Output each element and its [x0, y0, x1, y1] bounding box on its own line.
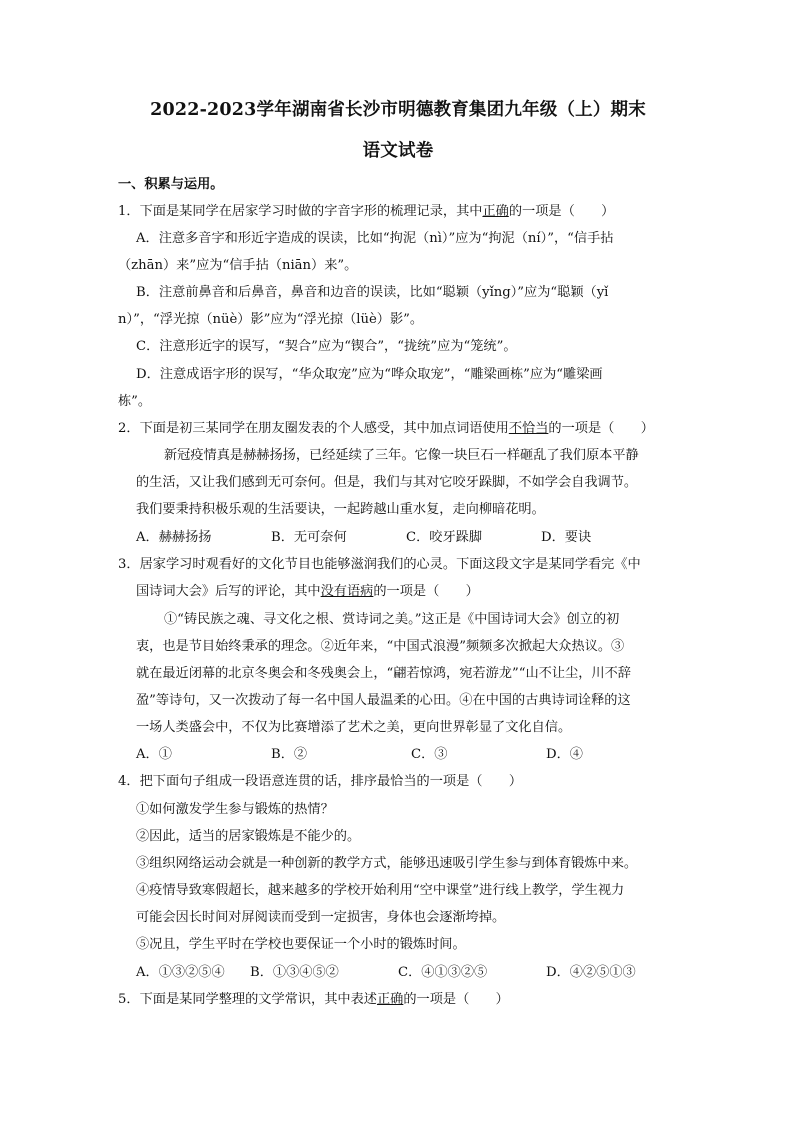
- q4-sentence-2: ②因此，适当的居家锻炼是不能少的。: [136, 829, 361, 844]
- q2-option-a: A．赫赫扬扬: [136, 530, 212, 545]
- q1-option-d-line2: 栋”。: [118, 394, 152, 409]
- q2-passage-line3: 我们要秉持积极乐观的生活要诀，一起跨越山重水复，走向柳暗花明。: [136, 502, 545, 517]
- exam-title-line1: 2022-2023学年湖南省长沙市明德教育集团九年级（上）期末: [150, 100, 646, 120]
- question-4-stem: 4．把下面句子组成一段语意连贯的话，排序最恰当的一项是（ ）: [118, 774, 523, 789]
- q1-option-b-line1: B．注意前鼻音和后鼻音，鼻音和边音的误读，比如“聪颖（yǐng）”应为“聪颖（yǐ: [136, 285, 609, 300]
- q4-sentence-5: ⑤况且，学生平时在学校也要保证一个小时的锻炼时间。: [136, 937, 466, 952]
- q3-option-a: A．①: [136, 747, 172, 762]
- q1-option-b-line2: n）”，“浮光掠（nüè）影”应为“浮光掠（lüè）影”。: [118, 312, 424, 327]
- q2-option-b: B．无可奈何: [271, 530, 347, 545]
- q1-option-a-line2: （zhān）来”应为“信手拈（niān）来”。: [118, 258, 358, 273]
- q3-passage-line5: 一场人类盛会中，不仅为比赛增添了艺术之美，更向世界彰显了文化自信。: [136, 720, 572, 735]
- q2-passage-line1: 新冠疫情真是赫赫扬扬，已经延续了三年。它像一块巨石一样砸乱了我们原本平静: [164, 448, 639, 463]
- q2-option-c: C．咬牙跺脚: [406, 530, 483, 545]
- question-1-stem: 1．下面是某同学在居家学习时做的字音字形的梳理记录，其中正确的一项是（ ）: [118, 204, 615, 219]
- exam-title-line2: 语文试卷: [362, 141, 434, 161]
- q1-option-a-line1: A．注意多音字和形近字造成的误读，比如“拘泥（nì）”应为“拘泥（ní）”，“信手拈: [136, 231, 614, 246]
- q3-passage-line4: 盈”等诗句，又一次拨动了每一名中国人最温柔的心田。④在中国的古典诗词诠释的这: [136, 693, 631, 708]
- question-2-stem: 2．下面是初三某同学在朋友圈发表的个人感受，其中加点词语使用不恰当的一项是（ ）: [118, 421, 654, 436]
- q1-option-d-line1: D．注意成语字形的误写，“华众取宠”应为“哗众取宠”，“雕梁画栋”应为“雕梁画: [136, 367, 603, 382]
- q3-passage-line1: ①“铸民族之魂、寻文化之根、赏诗词之美。”这正是《中国诗词大会》创立的初: [164, 612, 620, 627]
- question-3-stem-line2: 国诗词大会》后写的评论，其中没有语病的一项是（ ）: [136, 584, 479, 599]
- q4-option-c: C．④①③②⑤: [398, 965, 488, 980]
- question-3-stem-line1: 3．居家学习时观看好的文化节目也能够滋润我们的心灵。下面这段文字是某同学看完《中: [118, 557, 641, 572]
- q3-option-b: B．②: [271, 747, 308, 762]
- q4-sentence-4-line2: 可能会因长时间对屏阅读而受到一定损害，身体也会逐渐垮掉。: [136, 910, 506, 925]
- q2-passage-line2: 的生活，又让我们感到无可奈何。但是，我们与其对它咬牙跺脚，不如学会自我调节。: [136, 475, 638, 490]
- q4-option-a: A．①③②⑤④: [136, 965, 225, 980]
- q2-option-d: D．要诀: [541, 530, 592, 545]
- q4-sentence-3: ③组织网络运动会就是一种创新的教学方式，能够迅速吸引学生参与到体育锻炼中来。: [136, 856, 638, 871]
- q4-option-b: B．①③④⑤②: [250, 965, 339, 980]
- q4-sentence-1: ①如何激发学生参与锻炼的热情？: [136, 802, 334, 817]
- q3-passage-line3: 就在最近闭幕的北京冬奥会和冬残奥会上，“翩若惊鸿，宛若游龙”“山不让尘，川不辞: [136, 666, 631, 681]
- q3-option-c: C．③: [411, 747, 448, 762]
- q3-passage-line2: 衷，也是节目始终秉承的理念。②近年来，“中国式浪漫”频频多次掀起大众热议。③: [136, 639, 625, 654]
- q1-option-c: C．注意形近字的误写，“契合”应为“锲合”，“拢统”应为“笼统”。: [136, 339, 517, 354]
- q3-option-d: D．④: [546, 747, 583, 762]
- section-heading: 一、积累与运用。: [118, 177, 224, 192]
- q4-sentence-4-line1: ④疫情导致寒假超长，越来越多的学校开始利用“空中课堂”进行线上教学，学生视力: [136, 883, 625, 898]
- question-5-stem: 5．下面是某同学整理的文学常识，其中表述正确的一项是（ ）: [118, 992, 509, 1007]
- q4-option-d: D．④②⑤①③: [546, 965, 636, 980]
